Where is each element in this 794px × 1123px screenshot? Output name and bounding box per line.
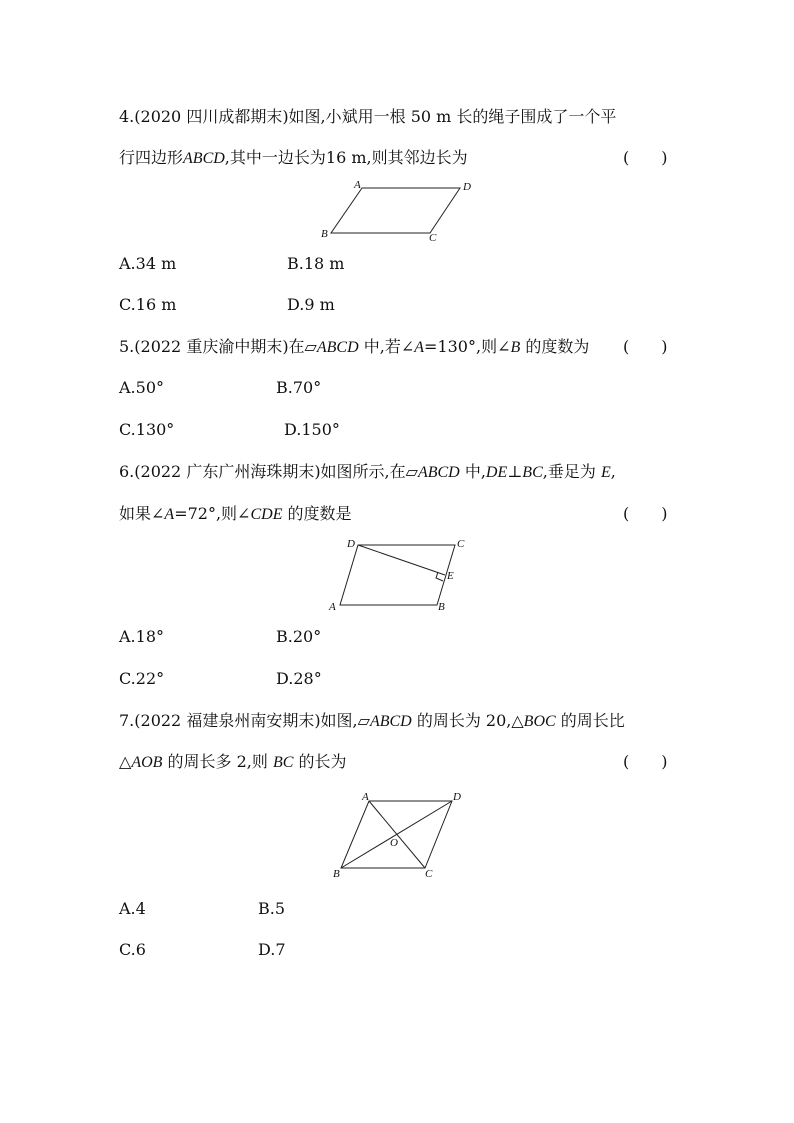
q6-label-e: E — [447, 570, 454, 582]
q4-line2-rest: ,其中一边长为16 m,则其邻边长为 — [224, 148, 468, 167]
q7-answer-paren: ( ) — [623, 752, 668, 771]
q7-line2-post: 的长为 — [293, 752, 347, 771]
q7-text-pre: 7.(2022 福建泉州南安期末)如图,▱ — [119, 711, 370, 730]
q5-text-mid2: =130°,则∠ — [424, 337, 511, 356]
q7-label-o: O — [390, 837, 398, 849]
q5-option-a[interactable]: A.50° — [119, 378, 164, 397]
q4-label-d: D — [463, 181, 471, 193]
q4-option-c[interactable]: C.16 m — [119, 295, 177, 314]
q5-option-d[interactable]: D.150° — [284, 420, 340, 439]
q6-line2-post: 的度数是 — [282, 504, 352, 523]
q5-answer-paren: ( ) — [623, 337, 668, 356]
q6-text-mid3: ,垂足为 — [542, 462, 601, 481]
q7-text-post: 的周长比 — [555, 711, 625, 730]
q6-label-c: C — [457, 538, 465, 550]
q6-text-mid: 中, — [459, 462, 486, 481]
q7-diagonal-bd — [341, 801, 452, 868]
q5-var-abcd: ABCD — [316, 339, 359, 356]
q4-line1: 4.(2020 四川成都期末)如图,小斌用一根 50 m 长的绳子围成了一个平 — [119, 107, 617, 126]
q5-var-a: A — [414, 339, 425, 356]
q6-line2-mid: =72°,则∠ — [174, 504, 251, 523]
q7-label-b: B — [333, 868, 340, 880]
q6-option-d[interactable]: D.28° — [276, 669, 322, 688]
q5-option-b[interactable]: B.70° — [276, 378, 322, 397]
q6-label-a: A — [329, 601, 336, 613]
q6-var-abcd: ABCD — [417, 464, 460, 481]
q7-label-d: D — [453, 791, 461, 803]
q4-answer-paren: ( ) — [623, 148, 668, 167]
q4-label-a: A — [354, 179, 361, 191]
q7-line2-mid: 的周长多 2,则 — [162, 752, 273, 771]
q5-text-post: 的度数为 — [520, 337, 590, 356]
q6-line2-var-cde: CDE — [250, 506, 283, 523]
q6-line2-var-a: A — [164, 506, 175, 523]
q4-label-c: C — [429, 232, 437, 244]
q6-option-c[interactable]: C.22° — [119, 669, 165, 688]
q7-text-mid: 的周长为 20,△ — [411, 711, 524, 730]
q6-answer-paren: ( ) — [623, 504, 668, 523]
q5-text-pre: 5.(2022 重庆渝中期末)在▱ — [119, 337, 317, 356]
q7-var-boc: BOC — [523, 713, 556, 730]
q7-label-a: A — [362, 791, 369, 803]
q4-line2-pre: 行四边形 — [119, 148, 184, 167]
q6-perp-symbol: ⊥ — [507, 462, 523, 481]
q7-line2-var-bc: BC — [272, 754, 294, 771]
q6-var-bc: BC — [522, 464, 543, 481]
q6-line2-pre: 如果∠ — [119, 504, 165, 523]
q4-var-abcd: ABCD — [183, 150, 225, 167]
q6-var-e: E — [600, 464, 611, 481]
q4-option-b[interactable]: B.18 m — [287, 254, 345, 273]
q7-option-d[interactable]: D.7 — [258, 940, 286, 959]
q7-option-c[interactable]: C.6 — [119, 940, 146, 959]
q4-option-d[interactable]: D.9 m — [287, 295, 335, 314]
q5-var-b: B — [510, 339, 521, 356]
q7-option-b[interactable]: B.5 — [258, 899, 286, 918]
q4-label-b: B — [321, 228, 328, 240]
q6-label-d: D — [347, 538, 355, 550]
q4-option-a[interactable]: A.34 m — [119, 254, 177, 273]
q6-option-b[interactable]: B.20° — [276, 627, 322, 646]
q7-label-c: C — [425, 868, 433, 880]
q7-var-abcd: ABCD — [369, 713, 412, 730]
q5-option-c[interactable]: C.130° — [119, 420, 175, 439]
q7-option-a[interactable]: A.4 — [119, 899, 146, 918]
q6-option-a[interactable]: A.18° — [119, 627, 164, 646]
q7-line2-var-aob: AOB — [131, 754, 163, 771]
q6-label-b: B — [438, 601, 445, 613]
q6-text-pre: 6.(2022 广东广州海珠期末)如图所示,在▱ — [119, 462, 418, 481]
q6-text-post: , — [610, 462, 616, 481]
q5-text-mid: 中,若∠ — [358, 337, 415, 356]
q6-var-de: DE — [485, 464, 508, 481]
q7-line2-pre: △ — [119, 752, 132, 771]
